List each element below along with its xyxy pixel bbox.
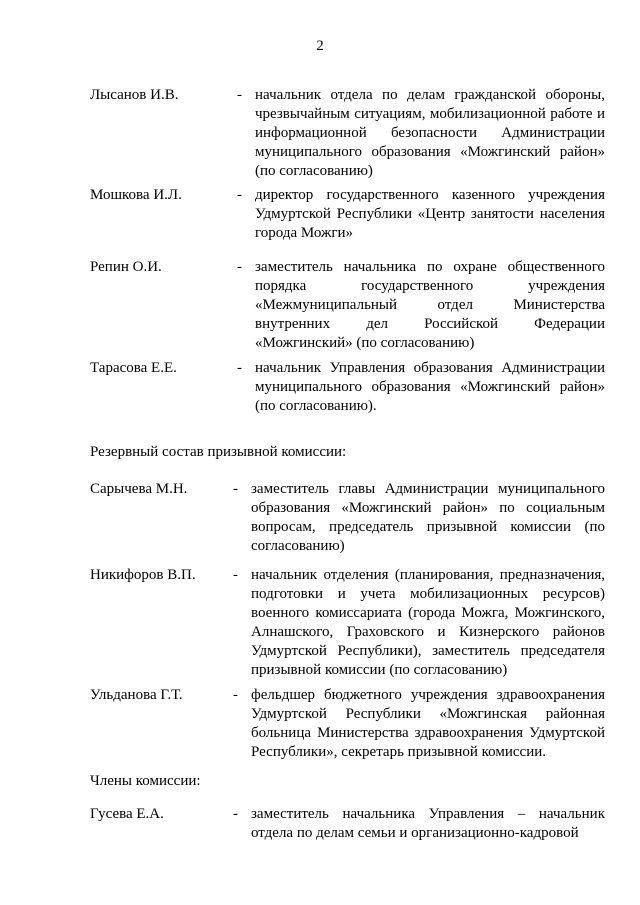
reserve-name: Ульданова Г.Т. [90, 687, 183, 703]
reserve-description: начальник отделения (планирования, предназначения, подготовки и учета мобилизационных ресурсов) военного комиссариата (города Можга, Можгинского, Алнашского, Граховского и Кизнерского районов Удмуртской Республики), заместитель председателя призывной комиссии (по согласованию) [251, 567, 605, 678]
entry-dash: - [237, 360, 242, 376]
entry-dash: - [237, 87, 242, 103]
member-name: Репин О.И. [90, 259, 162, 275]
entry-dash: - [233, 481, 238, 497]
reserve-name: Никифоров В.П. [90, 567, 196, 583]
member-description: начальник Управления образования Администрации муниципального образования «Можгинский район» (по согласованию). [255, 360, 605, 414]
member-description: начальник отдела по делам гражданской обороны, чрезвычайным ситуациям, мобилизационной работе и информационной безопасности Администрации муниципального образования «Можгинский район» (по согласованию) [255, 87, 605, 179]
committee-description: заместитель начальника Управления – начальник отдела по делам семьи и организационно-кадровой [251, 806, 605, 841]
entry-dash: - [237, 259, 242, 275]
entry-dash: - [233, 806, 238, 822]
entry-dash: - [237, 187, 242, 203]
member-name: Лысанов И.В. [90, 87, 179, 103]
entry-dash: - [233, 687, 238, 703]
member-name: Мошкова И.Л. [90, 187, 182, 203]
reserve-description: заместитель главы Администрации муниципального образования «Можгинский район» по социальным вопросам, председатель призывной комиссии (по согласованию) [251, 481, 605, 554]
member-description: директор государственного казенного учреждения Удмуртской Республики «Центр занятости населения города Можги» [255, 187, 605, 241]
reserve-heading: Резервный состав призывной комиссии: [90, 444, 347, 460]
entry-dash: - [233, 567, 238, 583]
reserve-description: фельдшер бюджетного учреждения здравоохранения Удмуртской Республики «Можгинская районная больница Министерства здравоохранения Удмуртской Республики», секретарь призывной комиссии. [251, 687, 605, 760]
page-number: 2 [316, 38, 324, 54]
reserve-name: Сарычева М.Н. [90, 481, 188, 497]
committee-name: Гусева Е.А. [90, 806, 164, 822]
committee-heading: Члены комиссии: [90, 773, 201, 789]
member-description: заместитель начальника по охране общественного порядка государственного учреждения «Межмуниципальный отдел Министерства внутренних дел Российской Федерации «Можгинский» (по согласованию) [255, 259, 605, 351]
member-name: Тарасова Е.Е. [90, 360, 177, 376]
